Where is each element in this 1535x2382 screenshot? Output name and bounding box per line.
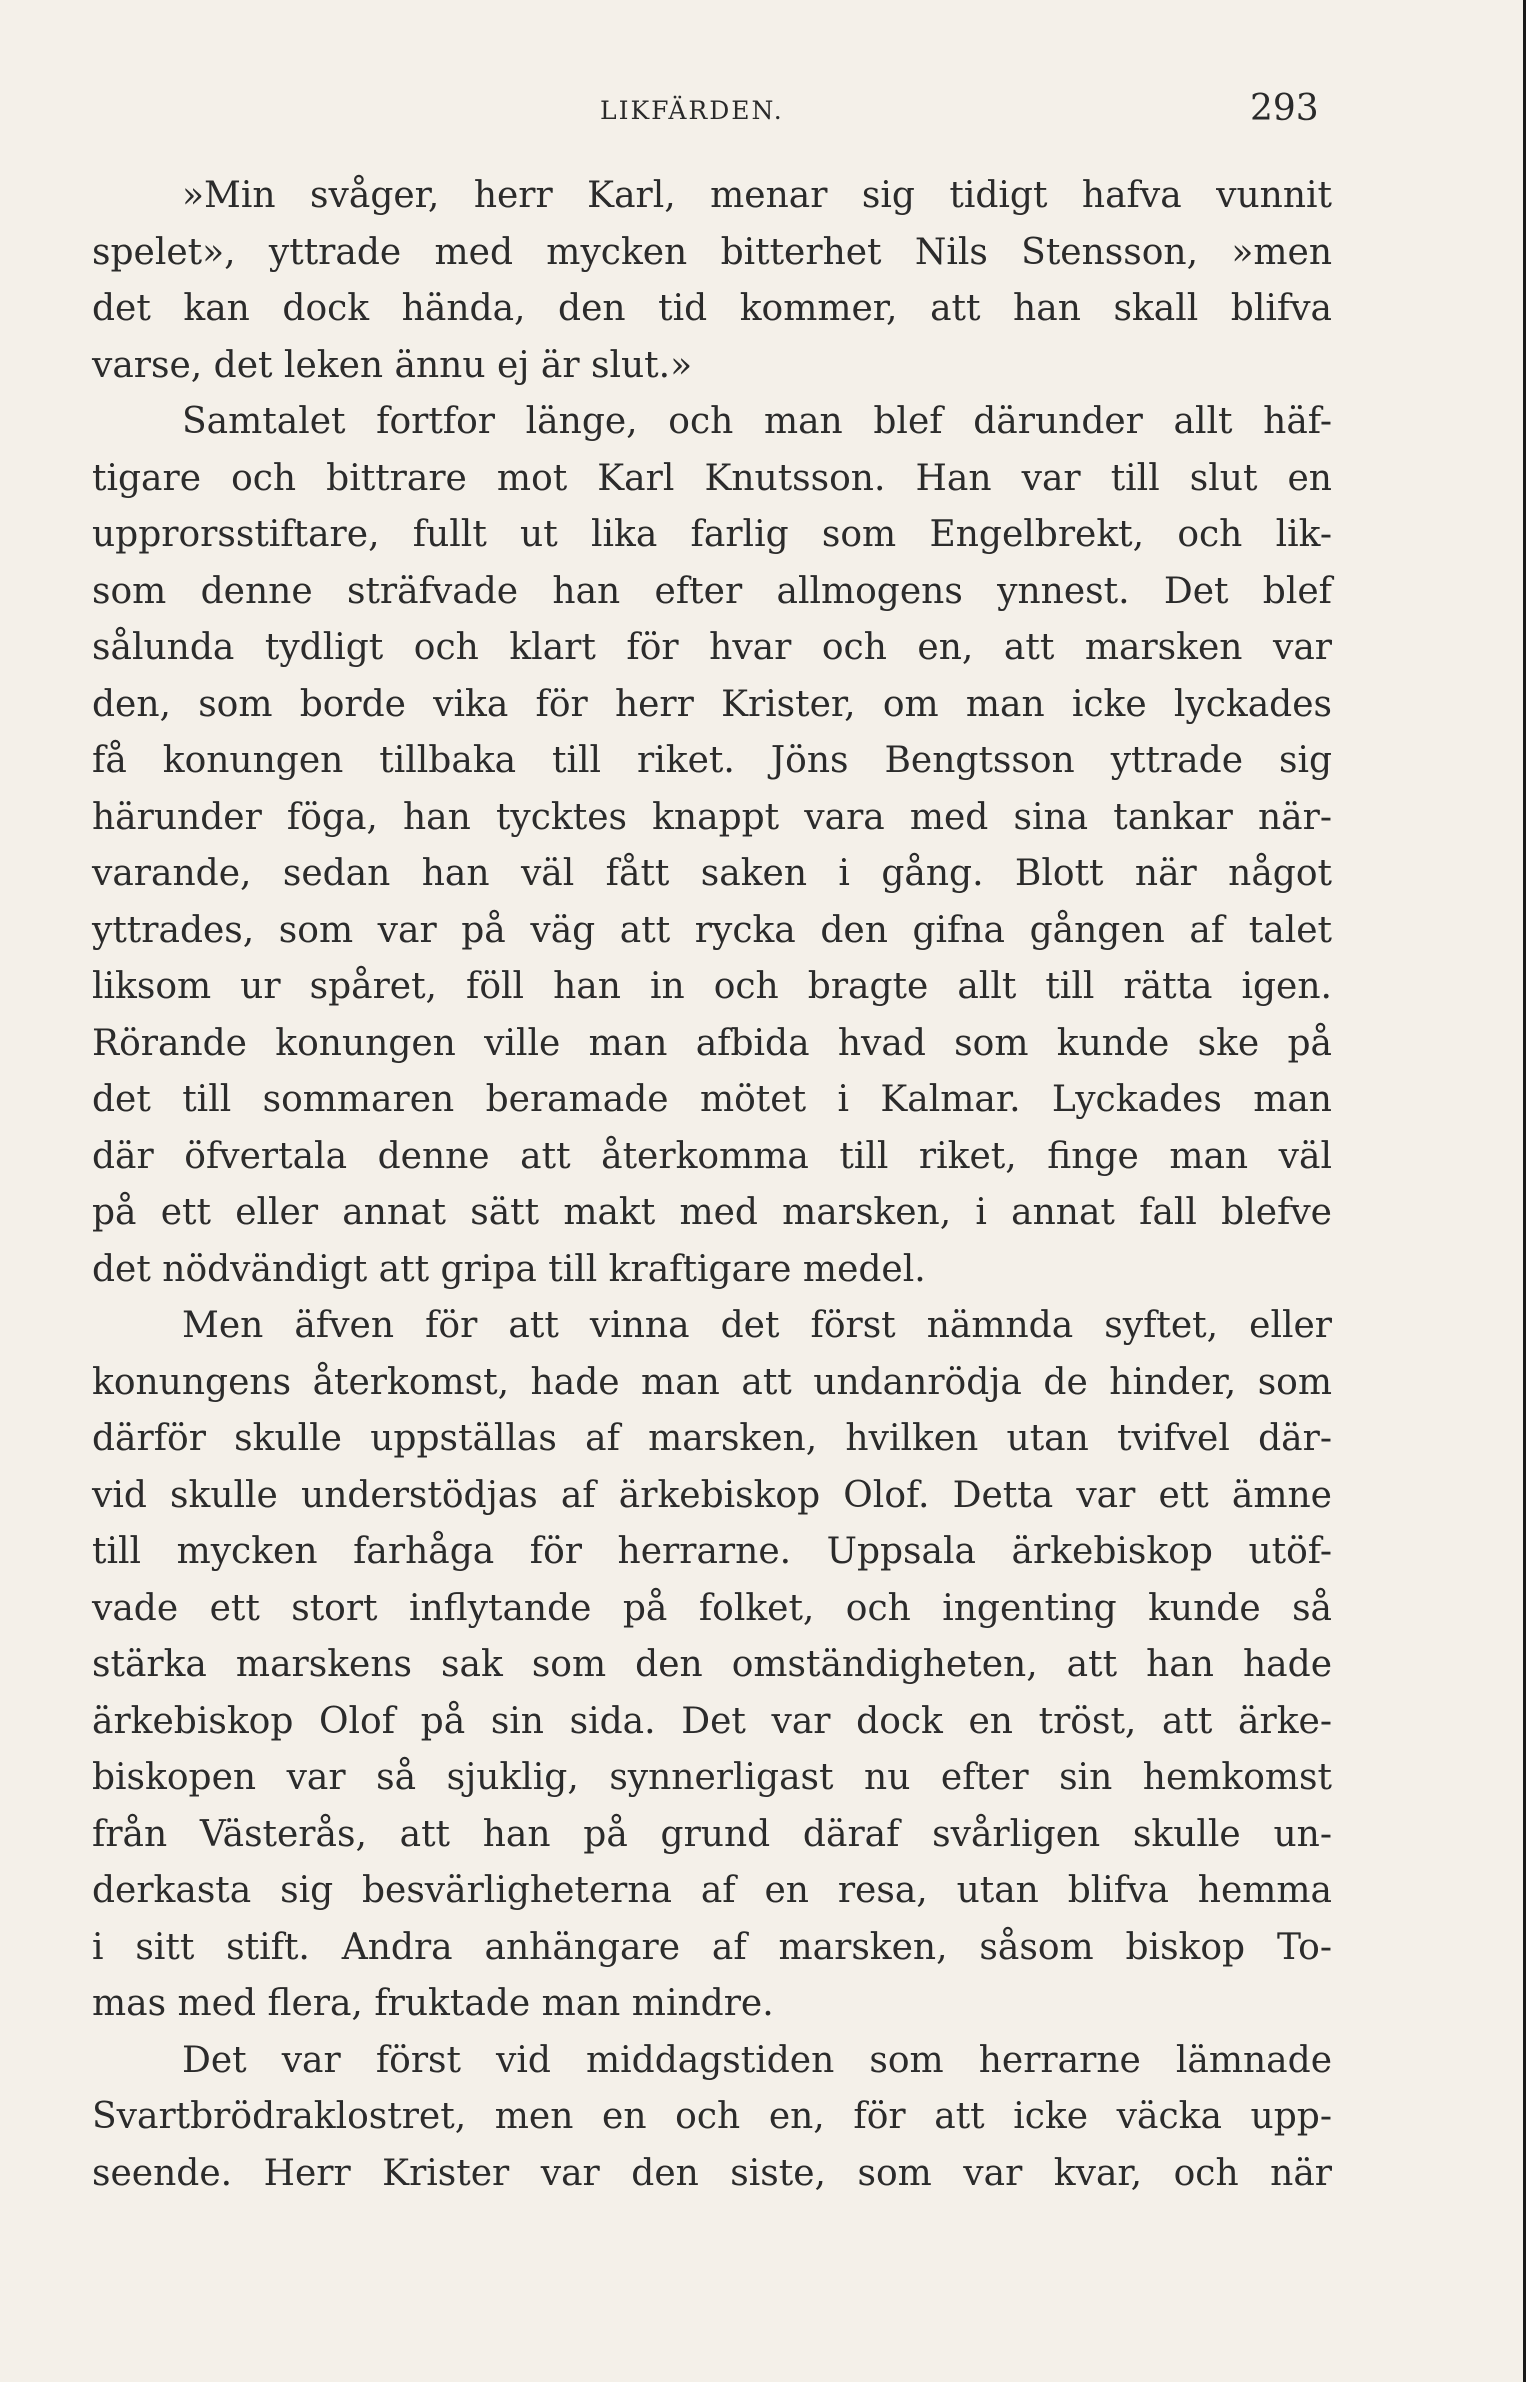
text-line: seende. Herr Krister var den siste, som var kvar, och när bbox=[92, 2152, 1332, 2194]
text-line: spelet», yttrade med mycken bitterhet Nils Stensson, »men bbox=[92, 231, 1332, 273]
text-line: konungens återkomst, hade man att undanrödja de hinder, som bbox=[92, 1361, 1332, 1403]
text-line: det till sommaren beramade mötet i Kalmar. Lyckades man bbox=[92, 1079, 1332, 1120]
text-line: liksom ur spåret, föll han in och bragte allt till rätta igen. bbox=[92, 966, 1332, 1007]
text-line: härunder föga, han tycktes knappt vara med sina tankar när- bbox=[92, 796, 1332, 838]
text-line: vid skulle understödjas af ärkebiskop Olof. Detta var ett ämne bbox=[92, 1474, 1332, 1516]
text-line: i sitt stift. Andra anhängare af marsken, såsom biskop To- bbox=[92, 1926, 1332, 1968]
text-line: från Västerås, att han på grund däraf svårligen skulle un- bbox=[92, 1813, 1332, 1855]
text-line: upprorsstiftare, fullt ut lika farlig som Engelbrekt, och lik- bbox=[92, 514, 1332, 555]
text-line: som denne sträfvade han efter allmogens ynnest. Det blef bbox=[92, 570, 1332, 612]
text-line: biskopen var så sjuklig, synnerligast nu efter sin hemkomst bbox=[92, 1757, 1332, 1798]
text-line: stärka marskens sak som den omständigheten, att han hade bbox=[92, 1644, 1332, 1685]
paragraph-4 bbox=[92, 2033, 1332, 2203]
text-line: mas med flera, fruktade man mindre. bbox=[92, 1983, 774, 2024]
text-line: tigare och bittrare mot Karl Knutsson. Han var till slut en bbox=[92, 457, 1332, 499]
text-line: »Min svåger, herr Karl, menar sig tidigt hafva vunnit bbox=[182, 175, 1332, 216]
text-line: Svartbrödraklostret, men en och en, för att icke väcka upp- bbox=[92, 2096, 1332, 2137]
text-line: därför skulle uppställas af marsken, hvilken utan tvifvel där- bbox=[92, 1418, 1332, 1459]
text-line: derkasta sig besvärligheterna af en resa, utan blifva hemma bbox=[92, 1870, 1332, 1911]
body-text bbox=[92, 168, 1332, 2202]
text-line: ärkebiskop Olof på sin sida. Det var dock en tröst, att ärke- bbox=[92, 1700, 1332, 1742]
text-line: varande, sedan han väl fått saken i gång. Blott när något bbox=[92, 853, 1332, 894]
text-line: Det var först vid middagstiden som herrarne lämnade bbox=[182, 2039, 1332, 2081]
text-line: Samtalet fortfor länge, och man blef därunder allt häf- bbox=[182, 401, 1332, 442]
text-line: den, som borde vika för herr Krister, om man icke lyckades bbox=[92, 683, 1332, 725]
text-line: varse, det leken ännu ej är slut.» bbox=[92, 344, 693, 386]
running-header bbox=[0, 88, 1523, 138]
text-line: till mycken farhåga för herrarne. Uppsala ärkebiskop utöf- bbox=[92, 1531, 1332, 1572]
text-line: yttrades, som var på väg att rycka den gifna gången af talet bbox=[92, 909, 1332, 951]
text-line: det nödvändigt att gripa till kraftigare medel. bbox=[92, 1248, 926, 1290]
text-line: Rörande konungen ville man afbida hvad som kunde ske på bbox=[92, 1022, 1332, 1064]
text-line: sålunda tydligt och klart för hvar och en, att marsken var bbox=[92, 627, 1332, 668]
running-title: LIKFÄRDEN. bbox=[600, 96, 784, 125]
text-line: på ett eller annat sätt makt med marsken, i annat fall blefve bbox=[92, 1192, 1332, 1233]
paragraph-2 bbox=[92, 394, 1332, 1298]
page-number: 293 bbox=[1250, 88, 1319, 129]
text-line: där öfvertala denne att återkomma till riket, finge man väl bbox=[92, 1135, 1332, 1177]
paragraph-1 bbox=[92, 168, 1332, 394]
text-line: vade ett stort inflytande på folket, och ingenting kunde så bbox=[92, 1587, 1332, 1629]
text-line: det kan dock hända, den tid kommer, att han skall blifva bbox=[92, 288, 1332, 329]
text-line: Men äfven för att vinna det först nämnda syftet, eller bbox=[182, 1305, 1332, 1346]
text-line: få konungen tillbaka till riket. Jöns Bengtsson yttrade sig bbox=[92, 740, 1332, 781]
paragraph-3 bbox=[92, 1298, 1332, 2033]
